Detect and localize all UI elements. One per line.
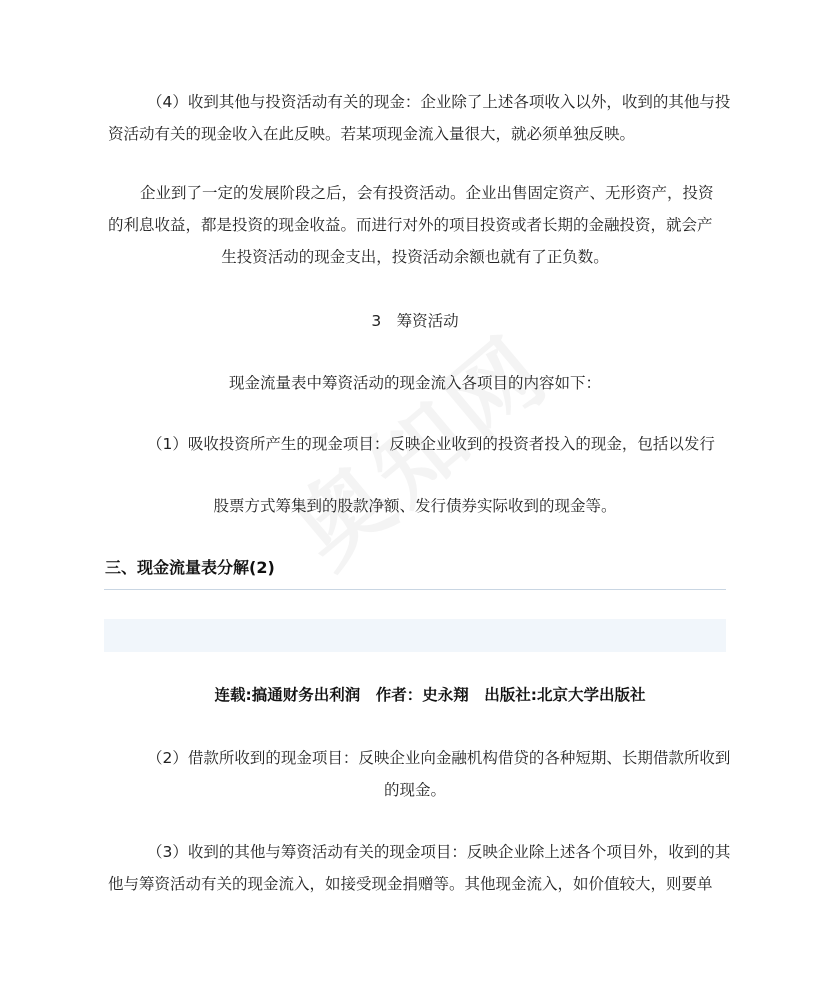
financing-item-3-line-1: （3）收到的其他与筹资活动有关的现金项目：反映企业除上述各个项目外，收到的其 (147, 843, 731, 861)
paragraph-4-line-2: 资活动有关的现金收入在此反映。若某项现金流入量很大，就必须单独反映。 (108, 125, 636, 143)
byline: 连载:搞通财务出利润 作者：史永翔 出版社:北京大学出版社 (214, 686, 646, 704)
financing-item-2-line-2: 的现金。 (383, 781, 446, 799)
blank-banner (104, 619, 726, 652)
financing-intro: 现金流量表中筹资活动的现金流入各项目的内容如下： (228, 374, 601, 392)
investment-paragraph-line-3: 生投资活动的现金支出，投资活动余额也就有了正负数。 (221, 248, 609, 266)
financing-item-3-line-2: 他与筹资活动有关的现金流入，如接受现金捐赠等。其他现金流入，如价值较大，则要单 (108, 875, 713, 893)
investment-paragraph-line-1: 企业到了一定的发展阶段之后，会有投资活动。企业出售固定资产、无形资产，投资 (140, 184, 714, 202)
section-3-title: 3 筹资活动 (371, 312, 459, 330)
paragraph-4-line-1: （4）收到其他与投资活动有关的现金：企业除了上述各项收入以外，收到的其他与投 (147, 93, 731, 111)
heading-divider (104, 589, 726, 590)
financing-item-1-line-2: 股票方式筹集到的股款净额、发行债券实际收到的现金等。 (213, 497, 617, 515)
financing-item-1-line-1: （1）吸收投资所产生的现金项目：反映企业收到的投资者投入的现金，包括以发行 (147, 435, 715, 453)
section-heading: 三、现金流量表分解(2) (105, 558, 275, 577)
investment-paragraph-line-2: 的利息收益，都是投资的现金收益。而进行对外的项目投资或者长期的金融投资，就会产 (108, 216, 713, 234)
financing-item-2-line-1: （2）借款所收到的现金项目：反映企业向金融机构借贷的各种短期、长期借款所收到 (147, 749, 731, 767)
